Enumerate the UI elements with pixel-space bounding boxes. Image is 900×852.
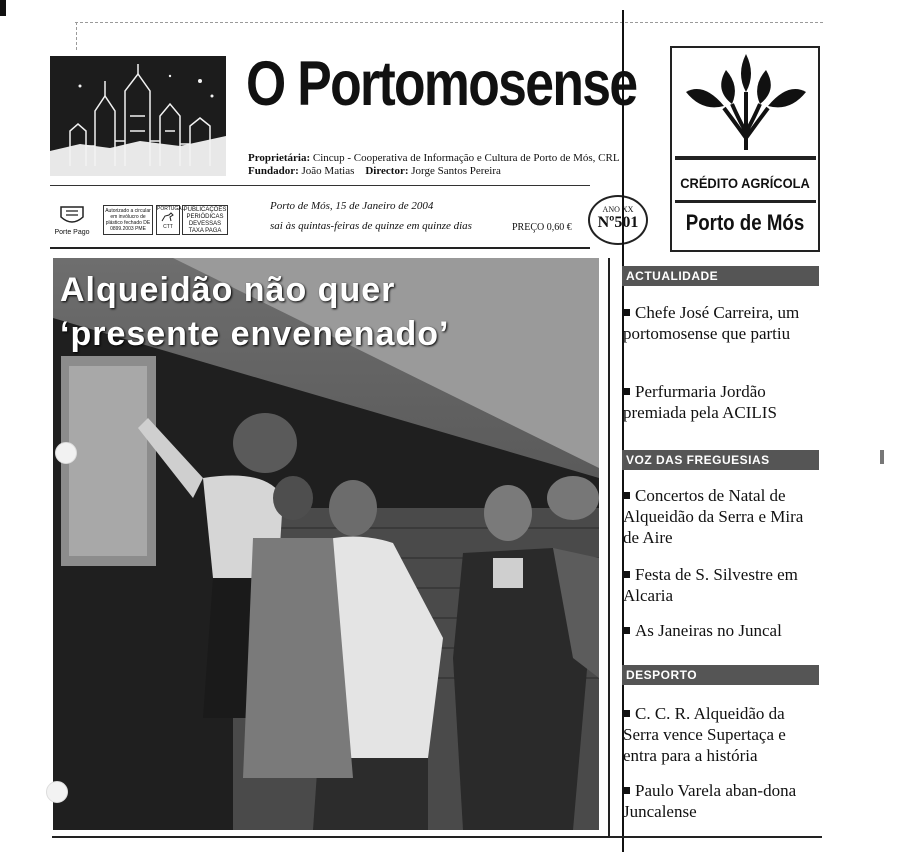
director: Jorge Santos Pereira bbox=[411, 165, 501, 177]
bottom-divider bbox=[52, 836, 822, 838]
sponsor-name: CRÉDITO AGRÍCOLA bbox=[680, 175, 810, 191]
headline-item[interactable] bbox=[623, 703, 821, 766]
sponsor-city: Porto de Mós bbox=[685, 210, 805, 235]
cut-line bbox=[75, 22, 823, 23]
headline-item[interactable] bbox=[623, 381, 821, 423]
tree-logo-icon bbox=[676, 52, 816, 152]
headline-item[interactable] bbox=[623, 485, 821, 548]
porte-pago-stamp bbox=[54, 203, 90, 239]
cut-line-left bbox=[76, 22, 77, 50]
owner-label: Proprietária: bbox=[248, 152, 311, 164]
punch-hole bbox=[46, 781, 68, 803]
issue-number: Nº501 bbox=[597, 214, 639, 231]
headline-item[interactable] bbox=[623, 780, 821, 822]
section-header-desporto: DESPORTO bbox=[622, 665, 819, 685]
column-divider bbox=[608, 258, 610, 836]
lead-headline-line1: Alqueidão não quer bbox=[60, 271, 396, 309]
bullet-icon bbox=[623, 492, 630, 499]
authorization-stamp: Autorizado a circular em invólucro de plástico fechado DE 0899.2003 PME bbox=[103, 205, 153, 235]
castle-logo bbox=[50, 56, 226, 176]
ctt-label: CTT bbox=[163, 224, 173, 230]
headline-text: C. C. R. Alqueidão da Serra vence Supertaça e entra para a história bbox=[623, 704, 786, 765]
director-label: Director: bbox=[365, 165, 409, 177]
scan-edge-mark bbox=[0, 0, 6, 16]
price: PREÇO 0,60 € bbox=[512, 222, 572, 233]
bullet-icon bbox=[623, 787, 630, 794]
scan-speck bbox=[880, 450, 884, 464]
owner: Cincup - Cooperativa de Informação e Cultura de Porto de Mós, CRL bbox=[312, 152, 620, 164]
punch-hole bbox=[55, 442, 77, 464]
section-header-voz-das-freguesias: VOZ DAS FREGUESIAS bbox=[622, 450, 819, 470]
headline-text: Paulo Varela aban-dona Juncalense bbox=[623, 781, 797, 821]
issue-number-badge bbox=[588, 195, 648, 245]
porte-pago-label: Porte Pago bbox=[54, 229, 90, 236]
divider bbox=[50, 247, 590, 249]
section-header-actualidade: ACTUALIDADE bbox=[622, 266, 819, 286]
bullet-icon bbox=[623, 388, 630, 395]
lead-headline-line2: ‘presente envenenado’ bbox=[60, 315, 450, 353]
headline-item[interactable] bbox=[623, 620, 821, 641]
lead-headline bbox=[60, 268, 449, 356]
sponsor-bar bbox=[675, 200, 816, 203]
issue-date: Porto de Mós, 15 de Janeiro de 2004 bbox=[270, 200, 434, 212]
issue-year: ANO XX bbox=[602, 205, 634, 214]
periodicals-stamp: PUBLICAÇÕES PERIÓDICAS DEVESSAS TAXA PAGA bbox=[183, 207, 227, 234]
publication-frequency: sai às quintas-feiras de quinze em quinze dias bbox=[270, 220, 472, 232]
headline-text: Festa de S. Silvestre em Alcaria bbox=[623, 565, 798, 605]
bullet-icon bbox=[623, 571, 630, 578]
ctt-stamp bbox=[156, 205, 185, 235]
headline-item[interactable] bbox=[623, 302, 821, 344]
headline-item[interactable] bbox=[623, 564, 821, 606]
crest-icon bbox=[57, 203, 87, 227]
founder-label: Fundador: bbox=[248, 165, 299, 177]
headline-text: Chefe José Carreira, um portomosense que partiu bbox=[623, 303, 800, 343]
founder: João Matias bbox=[301, 165, 355, 177]
horse-icon bbox=[161, 212, 175, 222]
headline-text: Concertos de Natal de Alqueidão da Serra e Mira de Aire bbox=[623, 486, 804, 547]
bullet-icon bbox=[623, 309, 630, 316]
bullet-icon bbox=[623, 627, 630, 634]
sponsor-bar bbox=[675, 156, 816, 160]
credits bbox=[248, 152, 620, 178]
headline-text: Perfurmaria Jordão premiada pela ACILIS bbox=[623, 382, 777, 422]
portugal-label: PORTUGAL bbox=[157, 206, 185, 212]
bullet-icon bbox=[623, 710, 630, 717]
divider bbox=[50, 185, 590, 186]
headline-text: As Janeiras no Juncal bbox=[635, 621, 782, 640]
newspaper-title: O Portomosense bbox=[246, 49, 637, 119]
